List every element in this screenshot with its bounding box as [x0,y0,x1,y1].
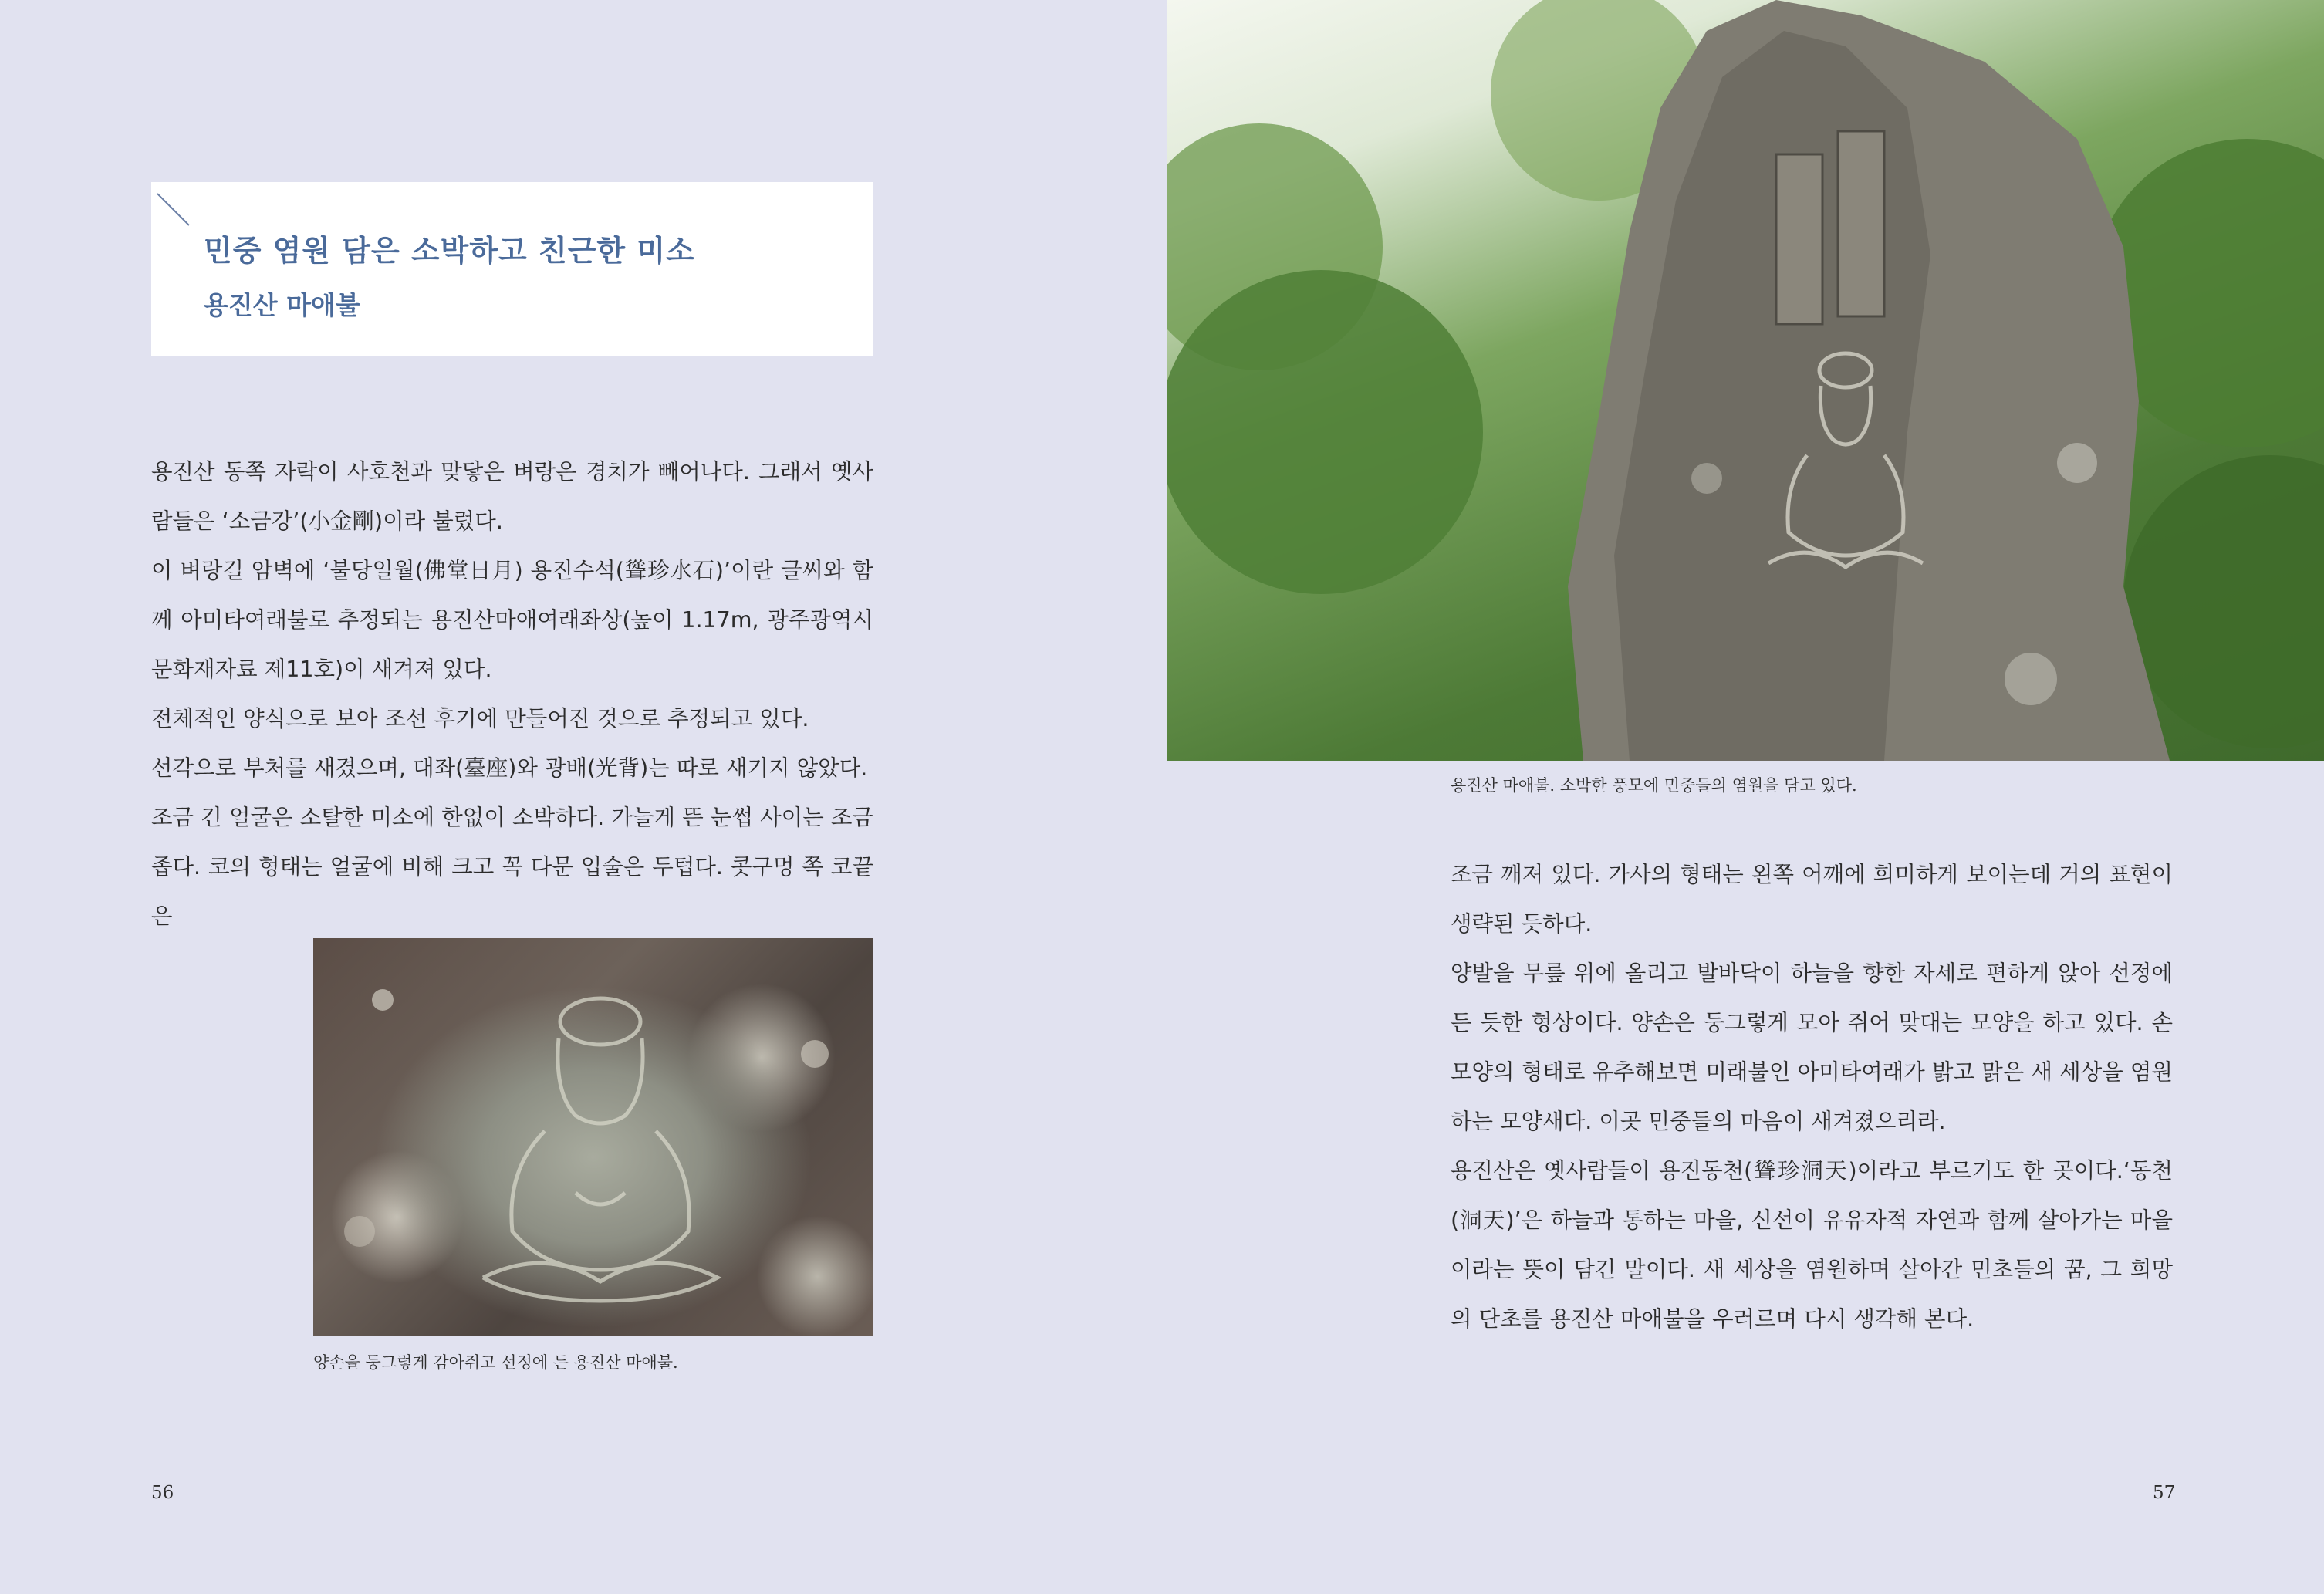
paragraph: 전체적인 양식으로 보아 조선 후기에 만들어진 것으로 추정되고 있다. [151,706,809,731]
paragraph: 조금 긴 얼굴은 소탈한 미소에 한없이 소박하다. 가늘게 뜬 눈썹 사이는 조금 좁다. 코의 형태는 얼굴에 비해 크고 꼭 다문 입술은 두텁다. 콧구멍 쪽 코끝은 [151,805,873,929]
paragraph: 용진산 동쪽 자락이 사호천과 맞닿은 벼랑은 경치가 빼어나다. 그래서 옛사람들은 ‘소금강’(小金剛)이라 불렀다. [151,459,873,534]
title-box [151,182,873,356]
page-subtitle: 용진산 마애불 [204,290,360,320]
left-body-text [151,447,873,941]
photo-caption-small: 양손을 둥그렇게 감아쥐고 선정에 든 용진산 마애불. [313,1353,678,1372]
photo-caption-large: 용진산 마애불. 소박한 풍모에 민중들의 염원을 담고 있다. [1451,776,1857,795]
paragraph: 조금 깨져 있다. 가사의 형태는 왼쪽 어깨에 희미하게 보이는데 거의 표현이 생략된 듯하다. [1451,862,2173,937]
paragraph: 양발을 무릎 위에 올리고 발바닥이 하늘을 향한 자세로 편하게 앉아 선정에 든 듯한 형상이다. 양손은 둥그렇게 모아 쥐어 맞대는 모양을 하고 있다. 손 모양의 형태로 유추해보면 미래불인 아미타여래가 밝고 맑은 새 세상을 염원하는 모양새다. 이곳 민중들의 마음이 새겨졌으리라. [1451,961,2173,1134]
paragraph: 선각으로 부처를 새겼으며, 대좌(臺座)와 광배(光背)는 따로 새기지 않았다. [151,755,868,781]
corner-decoration [157,193,189,225]
page-title: 민중 염원 담은 소박하고 친근한 미소 [204,233,695,268]
buddha-relief-photo [313,938,873,1336]
right-body-text [1451,850,2173,1344]
paragraph: 이 벼랑길 암벽에 ‘불당일월(佛堂日月) 용진수석(聳珍水石)’이란 글씨와 함께 아미타여래불로 추정되는 용진산마애여래좌상(높이 1.17m, 광주광역시문화재자료 제11호)이 새겨져 있다. [151,558,873,682]
paragraph: 용진산은 옛사람들이 용진동천(聳珍洞天)이라고 부르기도 한 곳이다.‘동천(洞天)’은 하늘과 통하는 마을, 신선이 유유자적 자연과 함께 살아가는 마을이라는 뜻이 담긴 말이다. 새 세상을 염원하며 살아간 민초들의 꿈, 그 희망의 단초를 용진산 마애불을 우러르며 다시 생각해 본다. [1451,1158,2173,1332]
page-number-left: 56 [151,1483,174,1503]
page-number-right: 57 [2153,1483,2176,1503]
rock-cliff-photo [1167,0,2324,761]
